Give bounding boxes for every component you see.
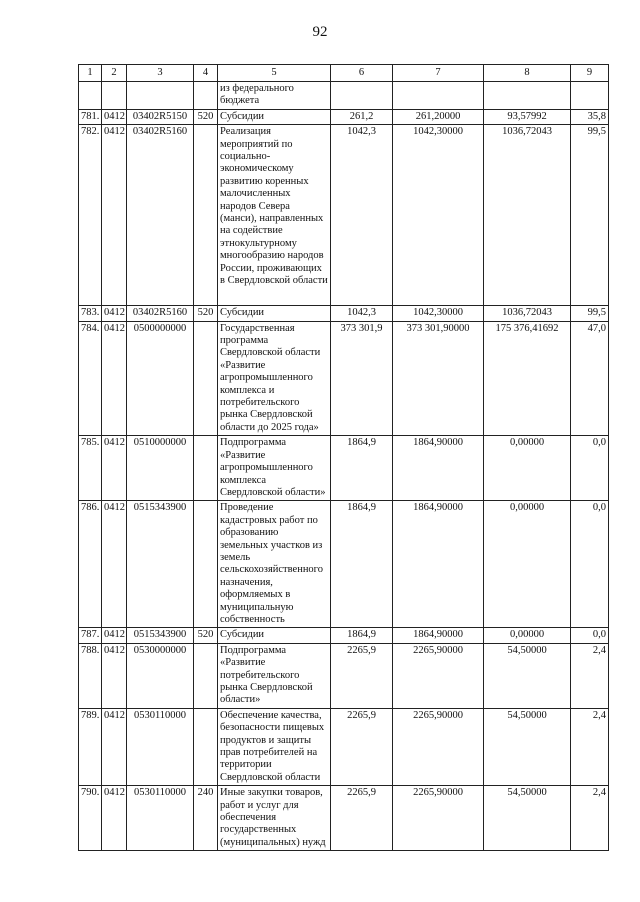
value-col9: 47,0	[571, 321, 609, 436]
table-row-continuation	[79, 82, 609, 110]
value-col7: 2265,90000	[393, 786, 484, 851]
table-row	[79, 306, 609, 321]
value-col9: 2,4	[571, 708, 609, 785]
row-number: 787.	[79, 628, 102, 643]
value-col7: 1042,30000	[393, 306, 484, 321]
row-number: 782.	[79, 125, 102, 306]
value-col8: 0,00000	[484, 436, 571, 501]
column-header: 5	[218, 65, 331, 82]
value-col6: 2265,9	[331, 643, 393, 708]
section-code: 0412	[102, 628, 127, 643]
section-code: 0412	[102, 125, 127, 306]
item-name: Государственная программа Свердловской области «Развитие агропромышленного комплекса и потребительского рынка Свердловской области до 2025 года»	[218, 321, 331, 436]
target-code: 0530110000	[127, 708, 194, 785]
value-col6: 2265,9	[331, 786, 393, 851]
expense-type: 240	[194, 786, 218, 851]
section-code: 0412	[102, 436, 127, 501]
row-number: 786.	[79, 501, 102, 628]
section-code: 0412	[102, 643, 127, 708]
page-number: 92	[312, 24, 328, 40]
row-number: 785.	[79, 436, 102, 501]
target-code: 0530110000	[127, 786, 194, 851]
value-col7: 373 301,90000	[393, 321, 484, 436]
value-col9: 99,5	[571, 125, 609, 306]
value-col6: 373 301,9	[331, 321, 393, 436]
section-code: 0412	[102, 306, 127, 321]
target-code: 0510000000	[127, 436, 194, 501]
column-header: 4	[194, 65, 218, 82]
target-code: 0515343900	[127, 501, 194, 628]
table-row	[79, 321, 609, 436]
expense-type	[194, 643, 218, 708]
value-col8: 54,50000	[484, 708, 571, 785]
value-col8: 54,50000	[484, 786, 571, 851]
expense-type: 520	[194, 306, 218, 321]
row-number: 781.	[79, 109, 102, 124]
value-col7: 1042,30000	[393, 125, 484, 306]
value-col9: 2,4	[571, 643, 609, 708]
item-name: Проведение кадастровых работ по образованию земельных участков из земель сельскохозяйственного назначения, оформляемых в муниципальную собственность	[218, 501, 331, 628]
item-name: Реализация мероприятий по социально-экономическому развитию коренных малочисленных народов Севера (манси), направленных на содействие этнокультурному многообразию народов России, проживающих в Свердловской области	[218, 125, 331, 306]
item-name: Субсидии	[218, 306, 331, 321]
expense-type: 520	[194, 628, 218, 643]
value-col9: 99,5	[571, 306, 609, 321]
item-name: Субсидии	[218, 109, 331, 124]
value-col6: 1042,3	[331, 306, 393, 321]
value-col9: 35,8	[571, 109, 609, 124]
expense-type	[194, 321, 218, 436]
value-col7: 1864,90000	[393, 501, 484, 628]
table-row	[79, 628, 609, 643]
value-col6: 1864,9	[331, 628, 393, 643]
target-code: 0500000000	[127, 321, 194, 436]
row-number: 790.	[79, 786, 102, 851]
section-code: 0412	[102, 501, 127, 628]
section-code: 0412	[102, 109, 127, 124]
value-col8: 0,00000	[484, 628, 571, 643]
table-row	[79, 436, 609, 501]
value-col9: 0,0	[571, 628, 609, 643]
item-name: Обеспечение качества, безопасности пищевых продуктов и защиты прав потребителей на территории Свердловской области	[218, 708, 331, 785]
table-row	[79, 643, 609, 708]
item-name: Подпрограмма «Развитие агропромышленного комплекса Свердловской области»	[218, 436, 331, 501]
expense-type: 520	[194, 109, 218, 124]
item-name: Иные закупки товаров, работ и услуг для обеспечения государственных (муниципальных) нужд	[218, 786, 331, 851]
value-col8: 175 376,41692	[484, 321, 571, 436]
value-col8: 1036,72043	[484, 125, 571, 306]
target-code: 03402R5150	[127, 109, 194, 124]
section-code: 0412	[102, 786, 127, 851]
value-col9: 2,4	[571, 786, 609, 851]
expense-type	[194, 501, 218, 628]
value-col7: 2265,90000	[393, 708, 484, 785]
continuation-text: из федерального бюджета	[218, 82, 331, 110]
value-col6: 1864,9	[331, 501, 393, 628]
table-header-row	[79, 65, 609, 82]
column-header: 1	[79, 65, 102, 82]
table-row	[79, 501, 609, 628]
item-name: Подпрограмма «Развитие потребительского рынка Свердловской области»	[218, 643, 331, 708]
row-number: 784.	[79, 321, 102, 436]
column-header: 9	[571, 65, 609, 82]
budget-table	[78, 64, 609, 851]
column-header: 2	[102, 65, 127, 82]
value-col7: 2265,90000	[393, 643, 484, 708]
value-col6: 1864,9	[331, 436, 393, 501]
value-col7: 1864,90000	[393, 628, 484, 643]
value-col6: 261,2	[331, 109, 393, 124]
item-name: Субсидии	[218, 628, 331, 643]
expense-type	[194, 125, 218, 306]
table-row	[79, 125, 609, 306]
section-code: 0412	[102, 708, 127, 785]
section-code: 0412	[102, 321, 127, 436]
value-col8: 54,50000	[484, 643, 571, 708]
row-number: 788.	[79, 643, 102, 708]
value-col8: 0,00000	[484, 501, 571, 628]
target-code: 0530000000	[127, 643, 194, 708]
value-col7: 261,20000	[393, 109, 484, 124]
table-row	[79, 786, 609, 851]
expense-type	[194, 436, 218, 501]
value-col6: 2265,9	[331, 708, 393, 785]
value-col9: 0,0	[571, 501, 609, 628]
table-row	[79, 708, 609, 785]
column-header: 7	[393, 65, 484, 82]
row-number: 789.	[79, 708, 102, 785]
column-header: 6	[331, 65, 393, 82]
expense-type	[194, 708, 218, 785]
column-header: 8	[484, 65, 571, 82]
value-col9: 0,0	[571, 436, 609, 501]
column-header: 3	[127, 65, 194, 82]
value-col7: 1864,90000	[393, 436, 484, 501]
target-code: 03402R5160	[127, 306, 194, 321]
value-col8: 93,57992	[484, 109, 571, 124]
row-number: 783.	[79, 306, 102, 321]
value-col6: 1042,3	[331, 125, 393, 306]
target-code: 0515343900	[127, 628, 194, 643]
value-col8: 1036,72043	[484, 306, 571, 321]
target-code: 03402R5160	[127, 125, 194, 306]
table-row	[79, 109, 609, 124]
